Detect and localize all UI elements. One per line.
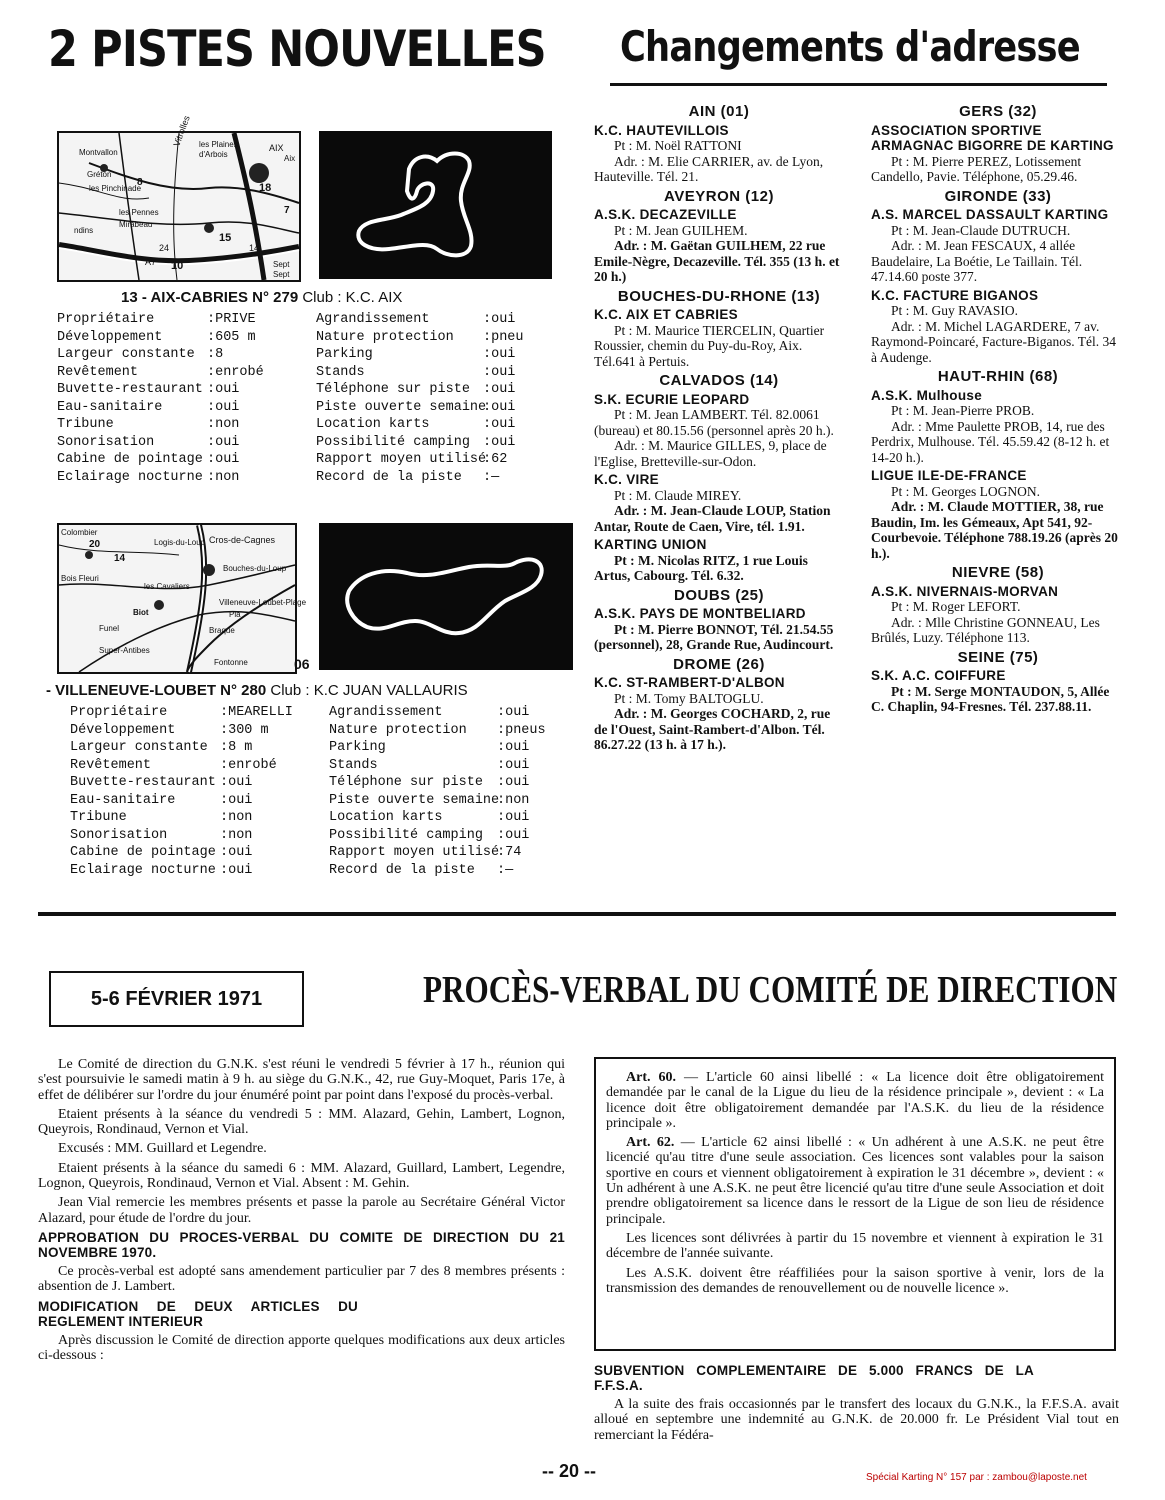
map-aix-cabries	[57, 114, 301, 282]
dept-heading: HAUT-RHIN (68)	[937, 368, 1059, 385]
map-label: ndins	[74, 226, 94, 235]
map-label: Braque	[209, 626, 235, 635]
headline-new-tracks: 2 PISTES NOUVELLES	[48, 20, 546, 78]
map-label: les Plaines	[199, 140, 238, 149]
article-text: — L'article 62 ainsi libellé : « Un adhérent à une A.S.K. ne peut être licencié qu'au titre d'une seule association. Ces licences sont valables pour la saison sportive en cours et viennent obligatoirement à expiration le 31 décembre », devient : « Un adhérent à une A.S.K. ne peut être licencié qu'au titre d'une seule Association et doit prendre obligatoirement sa licence dans le ressort de la Ligue de son lieu de résidence principale.	[606, 1135, 1104, 1227]
spec-value: :MEARELLI	[220, 705, 293, 720]
spec-value: :oui	[220, 845, 253, 860]
map-label: Colombier	[61, 528, 98, 537]
track1-title-club: Club : K.C. AIX	[302, 289, 403, 306]
map-label: Bouches-du-Loup	[223, 564, 287, 573]
paragraph: Jean Vial remercie les membres présents et passe la parole au Secrétaire Général Victor Alazard, pour étude de l'ordre du jour.	[38, 1195, 565, 1226]
spec-label: Parking	[329, 740, 386, 755]
spec-label: Agrandissement	[316, 312, 430, 327]
spec-value: :oui	[483, 399, 516, 415]
spec-value: :enrobé	[207, 364, 264, 380]
track2-title-club: Club : K.C JUAN VALLAURIS	[270, 682, 468, 699]
article-label: Art. 60.	[626, 1070, 676, 1085]
track-outline	[319, 523, 573, 670]
spec-label: Parking	[316, 347, 373, 362]
spec-label: Rapport moyen utilisé	[316, 452, 487, 467]
map-label: Vitrolles	[171, 114, 192, 148]
spec-label: Piste ouverte semaine	[329, 792, 500, 808]
spec-value: :oui	[497, 775, 530, 790]
spec-value: :62	[483, 452, 508, 467]
track2-right-labels	[329, 704, 499, 879]
club-name: K.C. HAUTEVILLOIS	[594, 122, 729, 138]
spec-label: Sonorisation	[70, 827, 168, 843]
spec-value: :PRIVE	[207, 312, 256, 327]
spec-value: :non	[497, 792, 530, 808]
map-label: Aix	[284, 154, 296, 163]
spec-value: :non	[207, 417, 240, 432]
map-label: 8	[137, 177, 143, 188]
map-label: 15	[219, 232, 232, 244]
spec-value: :oui	[207, 382, 240, 397]
spec-label: Agrandissement	[329, 705, 443, 720]
paragraph: Après discussion le Comité de direction apporte quelques modifications aux deux articles ci-dessous :	[38, 1332, 565, 1363]
spec-value: :oui	[220, 792, 253, 808]
section-heading: SUBVENTION COMPLEMENTAIRE DE 5.000 FRANCS DE LA F.F.S.A.	[594, 1363, 1034, 1393]
map-label: Cros-de-Cagnes	[209, 535, 276, 545]
track-layout-aix	[319, 131, 552, 279]
address-column-1	[594, 100, 844, 753]
paragraph: Les A.S.K. doivent être réaffiliées pour la saison sportive à venir, lors de la transmission des demandes de renouvellement ou de nouvelle licence ».	[606, 1265, 1104, 1296]
map-label: AIX	[269, 143, 284, 153]
map-label: 10	[171, 260, 184, 272]
track1-title-name: 13 - AIX-CABRIES N° 279	[121, 289, 303, 306]
map-label: Sept	[273, 260, 290, 269]
president-line: Pt : M. Serge MONTAUDON, 5, Allée C. Chaplin, 94-Fresnes. Tél. 237.88.11.	[871, 683, 1110, 714]
minutes-title: PROCÈS-VERBAL DU COMITÉ DE DIRECTION	[423, 969, 1118, 1011]
spec-label: Record de la piste	[329, 862, 475, 878]
president-line: Pt : M. Tomy BALTOGLU.	[614, 690, 764, 706]
spec-value: :oui	[483, 364, 516, 380]
map-label: Funel	[99, 624, 120, 633]
spec-label: Location karts	[316, 417, 430, 432]
headline-underline	[610, 83, 1107, 86]
spec-value: :oui	[497, 827, 530, 843]
president-line: Pt : M. Georges LOGNON.	[891, 483, 1040, 499]
spec-value: :—	[483, 469, 500, 485]
paragraph: Excusés : MM. Guillard et Legendre.	[58, 1141, 267, 1157]
spec-value: :605 m	[207, 329, 256, 345]
spec-label: Location karts	[329, 810, 443, 825]
spec-label: Possibilité camping	[316, 434, 470, 450]
club-name: K.C. ST-RAMBERT-D'ALBON	[594, 675, 785, 690]
spec-label: Largeur constante	[57, 347, 195, 362]
map-label: 14	[249, 243, 260, 253]
spec-value: :oui	[483, 347, 516, 362]
club-name: S.K. A.C. COIFFURE	[871, 668, 1006, 683]
meeting-date-box	[49, 971, 304, 1027]
map-label: Fontonne	[214, 658, 248, 667]
map-label: 20	[89, 539, 101, 550]
president-line: Pt : M. Guy RAVASIO.	[891, 303, 1019, 318]
spec-label: Buvette-restaurant	[70, 775, 216, 790]
track2-left-values	[220, 704, 320, 879]
map-label: d'Arbois	[199, 150, 228, 159]
club-name: K.C. VIRE	[594, 472, 659, 487]
spec-label: Tribune	[70, 810, 127, 825]
article-text: — L'article 60 ainsi libellé : « La licence doit être obligatoirement demandée par le canal de la Ligue du lieu de la résidence principale », devient : « La licence doit être obligatoirement demandée par l'A.S.K. du lieu de la résidence principale ».	[606, 1070, 1104, 1131]
spec-value: :oui	[497, 740, 530, 755]
spec-value: :oui	[220, 862, 253, 878]
map-label: Villeneuve-Loubet-Plage	[219, 598, 307, 607]
map-label: les Cavaliers	[144, 582, 190, 591]
address-line: Adr. : M. Gaëtan GUILHEM, 22 rue Emile-Nègre, Decazeville. Tél. 355 (13 h. et 20 h.)	[594, 238, 840, 284]
spec-label: Possibilité camping	[329, 827, 483, 843]
spec-value: :oui	[207, 399, 240, 415]
section-heading: APPROBATION DU PROCES-VERBAL DU COMITE DE DIRECTION DU 21 NOVEMBRE 1970.	[38, 1229, 565, 1260]
map-label: 14	[114, 553, 126, 564]
paragraph: Les licences sont délivrées à partir du 15 novembre et viennent à expiration le 31 décembre de l'année suivante.	[606, 1230, 1104, 1262]
dept-heading: CALVADOS (14)	[659, 372, 779, 389]
map-label: les Pennes	[119, 208, 159, 217]
footer-credit: Spécial Karting N° 157 par : zambou@laposte.net	[866, 1472, 1087, 1483]
club-name: A.S.K. Mulhouse	[871, 387, 983, 403]
club-name: S.K. ECURIE LEOPARD	[594, 391, 750, 407]
spec-value: :pneus	[497, 722, 546, 738]
spec-label: Eclairage nocturne	[57, 469, 203, 485]
spec-label: Tribune	[57, 417, 114, 432]
address-line: Adr. : M. Jean FESCAUX, 4 allée Baudelaire, La Boétie, Le Taillain. Tél. 47.14.60 poste 377.	[871, 238, 1083, 284]
section-heading: MODIFICATION DE DEUX ARTICLES DU REGLEMENT INTERIEUR	[38, 1298, 358, 1329]
spec-value: :pneu	[483, 329, 524, 345]
spec-value: :oui	[497, 810, 530, 825]
spec-value: :—	[497, 862, 514, 878]
spec-value: :non	[220, 810, 253, 825]
spec-value: :300 m	[220, 722, 269, 738]
track1-right-values	[483, 311, 553, 486]
track2-right-values	[497, 704, 567, 879]
article-label: Art. 62.	[626, 1135, 675, 1151]
paragraph: Etaient présents à la séance du vendredi 5 : MM. Alazard, Gehin, Lambert, Lognon, Queyrois, Rondinaud, Vernon et Vial.	[38, 1106, 565, 1138]
track-outline	[319, 131, 552, 279]
spec-value: :oui	[497, 757, 530, 773]
track2-title-name: - VILLENEUVE-LOUBET N° 280	[46, 682, 271, 699]
map-label: Sept	[273, 270, 290, 279]
address-line: Adr. : M. Georges COCHARD, 2, rue de l'Ouest, Saint-Rambert-d'Albon. Tél. 86.27.22 (13 h. à 17 h.).	[594, 706, 831, 752]
minutes-left-column	[38, 1057, 565, 1367]
president-line: Pt : M. Maurice TIERCELIN, Quartier Roussier, chemin du Puy-du-Roy, Aix. Tél.641 à Pertuis.	[594, 322, 825, 369]
address-line: Adr. : Mme Paulette PROB, 14, rue des Perdrix, Mulhouse. Tél. 45.59.42 (8-12 h. et 14-20 h.).	[871, 418, 1110, 465]
address-column-2	[871, 100, 1125, 715]
president-line: Pt : M. Pierre BONNOT, Tél. 21.54.55 (personnel), 28, Grande Rue, Audincourt.	[594, 621, 834, 652]
spec-value: :oui	[220, 775, 253, 790]
map-label: Logis-du-Loup	[154, 538, 206, 547]
spec-label: Cabine de pointage	[57, 452, 203, 467]
article-60	[606, 1070, 1104, 1131]
headline-address-changes: Changements d'adresse	[620, 22, 1080, 71]
spec-label: Propriétaire	[57, 312, 155, 327]
meeting-date: 5-6 FÉVRIER 1971	[90, 987, 263, 1010]
map-label: les Pinchinade	[89, 184, 142, 193]
spec-label: Stands	[316, 364, 365, 380]
map-label: Super-Antibes	[99, 646, 150, 655]
dept-heading: GERS (32)	[959, 103, 1037, 120]
president-line: Pt : M. Jean-Claude DUTRUCH.	[891, 222, 1071, 238]
spec-value: :oui	[483, 434, 516, 450]
spec-value: :oui	[483, 312, 516, 327]
spec-label: Revêtement	[57, 364, 139, 380]
map-label: 7	[284, 205, 290, 216]
map-department-code: 06	[294, 656, 310, 672]
address-line: Adr. : M. Michel LAGARDERE, 7 av. Raymond-Poincaré, Facture-Biganos. Tél. 34 à Audenge.	[871, 318, 1116, 365]
president-line: Pt : M. Claude MIREY.	[614, 487, 742, 503]
president-line: Pt : M. Nicolas RITZ, 1 rue Louis Artus, Cabourg. Tél. 6.32.	[594, 552, 808, 583]
spec-label: Piste ouverte semaine	[316, 399, 487, 415]
club-name: KARTING UNION	[594, 537, 707, 552]
map-label: Gréton	[87, 170, 112, 179]
spec-label: Propriétaire	[70, 705, 168, 720]
spec-value: :oui	[207, 434, 240, 450]
page-number: -- 20 --	[542, 1461, 596, 1481]
paragraph: A la suite des frais occasionnés par le transfert des locaux du G.N.K., la F.F.S.A. avait alloué en septembre une indemnité au G.N.K. de 20.000 fr. Le Président Vial tout en remerciant la Fédéra-	[594, 1397, 1119, 1443]
spec-label: Développement	[70, 722, 176, 738]
track2-title	[46, 682, 468, 699]
spec-label: Stands	[329, 757, 378, 773]
spec-label: Record de la piste	[316, 469, 462, 485]
spec-value: :8 m	[220, 740, 253, 755]
map-label: 24	[159, 243, 170, 253]
club-name: A.S. MARCEL DASSAULT KARTING	[871, 207, 1109, 222]
spec-value: :non	[220, 827, 253, 843]
spec-label: Largeur constante	[70, 740, 208, 755]
spec-value: :oui	[483, 382, 516, 397]
article-62	[606, 1135, 1104, 1227]
address-line: Adr. : Mlle Christine GONNEAU, Les Brûlés, Luzy. Téléphone 113.	[871, 614, 1100, 645]
spec-label: Développement	[57, 329, 163, 345]
spec-value: :enrobé	[220, 757, 277, 773]
club-name: A.S.K. PAYS DE MONTBELIARD	[594, 606, 806, 621]
spec-value: :8	[207, 347, 224, 362]
spec-label: Téléphone sur piste	[316, 382, 470, 397]
address-line: Adr. : M. Claude MOTTIER, 38, rue Baudin, Im. les Gémeaux, Apt 541, 92-Courbevoie. Téléphone 788.19.26 (après 20 h.).	[871, 499, 1118, 561]
section-divider	[38, 912, 1116, 916]
track1-title	[121, 289, 402, 306]
articles-text	[606, 1070, 1104, 1300]
spec-label: Eclairage nocturne	[70, 862, 216, 878]
map-label: Bois Fleuri	[61, 574, 99, 583]
spec-value: :non	[207, 469, 240, 485]
spec-label: Revêtement	[70, 757, 152, 773]
dept-heading: NIEVRE (58)	[951, 564, 1045, 581]
paragraph: Etaient présents à la séance du samedi 6 : MM. Alazard, Guillard, Lambert, Legendre, Lognon, Queyrois, Rondinaud, Vernon et Vial. Absent : M. Gehin.	[38, 1160, 565, 1192]
address-line: Adr. : M. Maurice GILLES, 9, place de l'Eglise, Bretteville-sur-Odon.	[594, 438, 827, 469]
spec-label: Nature protection	[329, 722, 467, 738]
map-label: 18	[259, 182, 272, 194]
dept-heading: DOUBS (25)	[673, 586, 764, 604]
map-label: Biot	[133, 608, 149, 617]
president-line: Pt : M. Jean LAMBERT. Tél. 82.0061 (bureau) et 80.15.56 (personnel après 20 h.).	[594, 407, 834, 438]
president-line: Pt : M. Pierre PEREZ, Lotissement Candello, Pavie. Téléphone, 05.29.46.	[871, 153, 1082, 184]
track1-left-labels	[57, 311, 207, 486]
spec-label: Rapport moyen utilisé	[329, 845, 500, 860]
track-layout-villeneuve	[319, 523, 573, 670]
dept-heading: BOUCHES-DU-RHONE (13)	[617, 287, 821, 305]
spec-label: Téléphone sur piste	[329, 775, 483, 790]
dept-heading: SEINE (75)	[957, 648, 1039, 666]
spec-value: :oui	[497, 705, 530, 720]
club-name: A.S.K. DECAZEVILLE	[594, 207, 737, 222]
address-line: Adr. : M. Jean-Claude LOUP, Station Antar, Route de Caen, Vire, tél. 1.91.	[594, 503, 831, 534]
map-label: Pla	[229, 610, 241, 619]
map-label: Mirabeau	[119, 220, 153, 229]
paragraph: Le Comité de direction du G.N.K. s'est réuni le vendredi 5 février à 17 h., réunion qui s'est poursuivie le samedi matin à 9 h. au siège du G.N.K., 42, rue Guy-Moquet, Paris 17e, à effet de délibérer sur l'ordre du jour énuméré point par point dans l'exposé du procès-verbal.	[38, 1057, 565, 1103]
dept-heading: DROME (26)	[673, 655, 765, 673]
subsidy-section	[594, 1361, 1119, 1447]
track1-left-values	[207, 311, 307, 486]
map-label: Montvallon	[79, 148, 118, 157]
club-name: K.C. AIX ET CABRIES	[594, 307, 738, 322]
club-name: LIGUE ILE-DE-FRANCE	[871, 468, 1027, 483]
president-line: Pt : M. Roger LEFORT.	[891, 599, 1021, 614]
spec-value: :74	[497, 845, 522, 860]
club-name: K.C. FACTURE BIGANOS	[871, 287, 1039, 303]
spec-label: Eau-sanitaire	[70, 792, 176, 808]
spec-label: Eau-sanitaire	[57, 399, 163, 415]
president-line: Pt : M. Jean GUILHEM.	[614, 222, 748, 238]
spec-label: Cabine de pointage	[70, 845, 216, 860]
spec-label: Buvette-restaurant	[57, 382, 203, 397]
track2-left-labels	[70, 704, 220, 879]
paragraph: Ce procès-verbal est adopté sans amendement particulier par 7 des 8 membres présents : absention de J. Lambert.	[38, 1263, 565, 1295]
map-label: A7	[145, 257, 157, 267]
address-line: Adr. : M. Elie CARRIER, av. de Lyon, Hauteville. Tél. 21.	[594, 153, 824, 184]
spec-value: :oui	[483, 417, 516, 432]
president-line: Pt : M. Noël RATTONI	[614, 138, 742, 153]
president-line: Pt : M. Jean-Pierre PROB.	[891, 403, 1035, 418]
spec-label: Sonorisation	[57, 434, 155, 450]
club-name: A.S.K. NIVERNAIS-MORVAN	[871, 583, 1059, 599]
dept-heading: AIN (01)	[688, 103, 750, 120]
spec-value: :oui	[207, 452, 240, 467]
spec-label: Nature protection	[316, 329, 454, 345]
road-map-drawing	[59, 114, 299, 280]
track1-right-labels	[316, 311, 486, 486]
dept-heading: AVEYRON (12)	[664, 187, 774, 205]
club-name: ASSOCIATION SPORTIVE ARMAGNAC BIGORRE DE KARTING	[871, 122, 1114, 153]
dept-heading: GIRONDE (33)	[944, 187, 1052, 205]
